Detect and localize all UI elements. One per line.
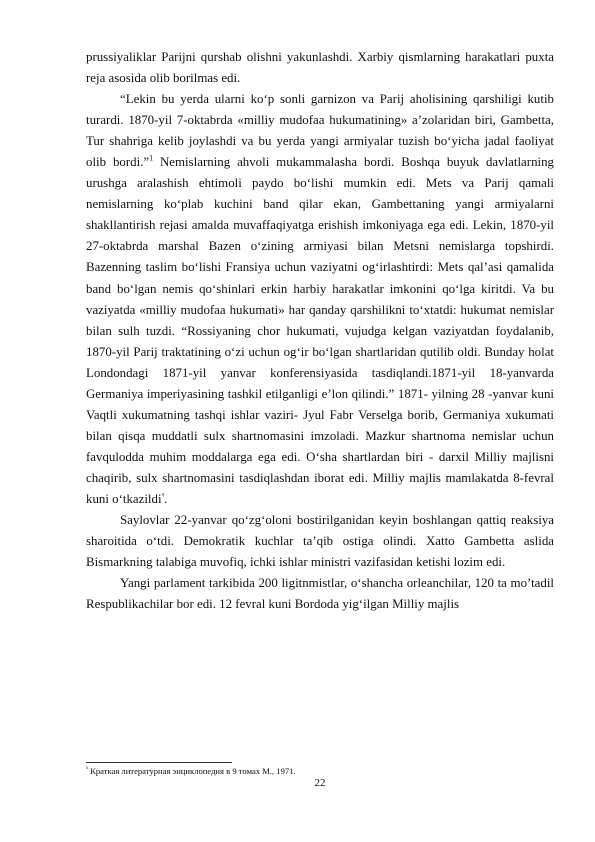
footnote-text: Краткая литературная энциклопедия в 9 томах М., 1971. — [87, 766, 296, 776]
footnote-marker: ᶣ — [86, 766, 88, 773]
body-text — [86, 47, 554, 615]
footnote-ref-1[interactable]: 1 — [149, 153, 154, 163]
paragraph-2-part-a: “Lekin bu yerda ularni ko‘p sonli garnizon va Parij aholisining qarshiligi kutib turardi. 1870-yil 7-oktabrda «milliy mudofaa hukumatining» a’zolaridan biri, Gambetta, Tur shahriga kelib joylashdi va bu yerda yangi armiyalar tuzish bo‘yicha jadal faoliyat olib bordi.” — [86, 92, 554, 170]
footnote-ref-2[interactable]: ᶣ — [161, 490, 165, 500]
page-number: 22 — [314, 777, 326, 789]
paragraph-1: prussiyaliklar Parijni qurshab olishni yakunlashdi. Xarbiy qismlarning harakatlari puxta reja asosida olib borilmas edi. — [86, 50, 554, 86]
paragraph-4: Yangi parlament tarkibida 200 ligitnmistlar, o‘shancha orleanchilar, 120 ta mo’tadil Respublikachilar bor edi. 12 fevral kuni Bordoda yig‘ilgan Milliy majlis — [86, 576, 554, 612]
paragraph-2-part-c: . — [164, 491, 168, 506]
paragraph-3: Saylovlar 22-yanvar qo‘zg‘oloni bostirilganidan keyin boshlangan qattiq reaksiya sharoitida o‘tdi. Demokratik kuchlar ta’qib ostiga olindi. Xatto Gambetta aslida Bismarkning talabiga muvofiq, ichki ishlar ministri vazifasidan ketishi lozim edi. — [86, 513, 554, 570]
footnote-divider — [86, 762, 232, 763]
footnote — [86, 766, 554, 777]
paragraph-2-part-b: Nemislarning ahvoli mukammalasha bordi. Boshqa buyuk davlatlarning urushga aralashish ehtimoli paydo bo‘lishi mumkin edi. Mets va Parij qamali nemislarning ko‘plab kuchini band qilar ekan, Gambettaning yangi armiyalarni shakllantirish rejasi amalda muvaffaqiyatga erishish imkoniyaga ega edi. Lekin, 1870-yil 27-oktabrda marshal Bazen o‘zining armiyasi bilan Metsni nemislarga topshirdi. Bazenning taslim bo‘lishi Fransiya uchun vaziyatni og‘irlashtirdi: Mets qal’asi qamalida band bo‘lgan nemis qo‘shinlari erkin harbiy harakatlar imkonini qo‘lga kiritdi. Va bu vaziyatda «milliy mudofaa hukumati» har qanday qarshilikni to‘xtatdi: hukumat nemislar bilan sulh tuzdi. “Rossiyaning chor hukumati, vujudga kelgan vaziyatdan foydalanib, 1870-yil Parij traktatining o‘zi uchun og‘ir bo‘lgan shartlaridan qutilib oldi. Bunday holat Londondagi 1871-yil yanvar konferensiyasida tasdiqlandi.1871-yil 18-yanvarda Germaniya imperiyasining tashkil etilganligi e’lon qilindi.” 1871- yilning 28 -yanvar kuni Vaqtli xukumatning tashqi ishlar vaziri- Jyul Fabr Verselga borib, Germaniya xukumati bilan qisqa muddatli sulx shartnomasini imzoladi. Mazkur shartnoma nemislar uchun favqulodda muhim moddalarga ega edi. O‘sha shartlardan biri - darxil Milliy majlisni chaqirib, sulx shartnomasini tasdiqlashdan iborat edi. Milliy majlis mamlakatda 8-fevral kuni o‘tkazildi — [86, 155, 554, 506]
paragraph-2 — [86, 89, 554, 510]
